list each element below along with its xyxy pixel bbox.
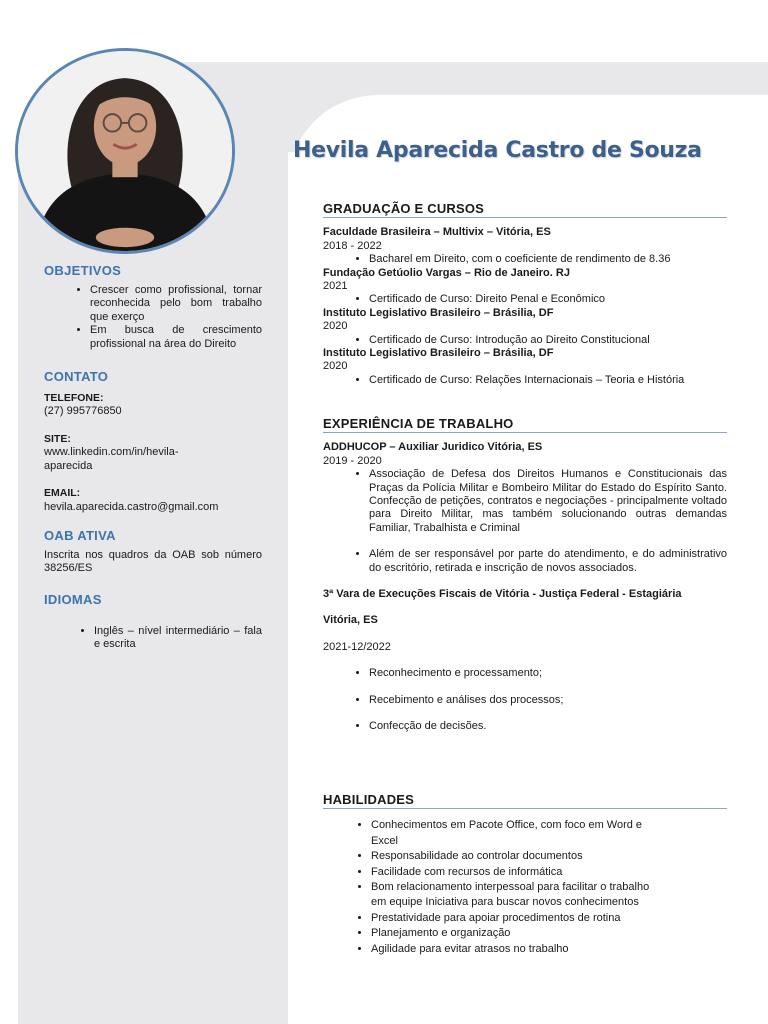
- duty-item: • Confecção de decisões.: [369, 720, 727, 733]
- institution: Fundação Getúolio Vargas – Rio de Janeiro. RJ: [323, 266, 570, 279]
- skill-item: • Planejamento e organização: [371, 926, 661, 941]
- period: 2020: [323, 360, 348, 373]
- skill-item: • Agilidade para evitar atrasos no trabalho: [371, 942, 661, 957]
- experiencia-section: [323, 417, 727, 734]
- idiomas-heading: IDIOMAS: [44, 592, 102, 607]
- period: 2018 - 2022: [323, 239, 382, 252]
- duty-item: • Além de ser responsável por parte do atendimento, e do administrativo do escritório, retirada e inscrição de novos associados.: [369, 548, 727, 575]
- skills-list: [323, 818, 661, 957]
- telefone-value: (27) 995776850: [44, 405, 122, 417]
- email-label: EMAIL:: [44, 487, 81, 499]
- skill-item: • Facilidade com recursos de informática: [371, 865, 661, 880]
- course-item: • Bacharel em Direito, com o coeficiente de rendimento de 8.36: [369, 253, 727, 266]
- course-item: • Certificado de Curso: Introdução ao Direito Constitucional: [369, 334, 727, 347]
- graduacao-heading: GRADUAÇÃO E CURSOS: [323, 202, 727, 218]
- duty-item: • Recebimento e análises dos processos;: [369, 694, 727, 707]
- habilidades-heading: HABILIDADES: [323, 793, 727, 809]
- skill-item: • Bom relacionamento interpessoal para facilitar o trabalho em equipe Iniciativa para buscar novos conhecimentos: [371, 880, 661, 911]
- duty-item: • Associação de Defesa dos Direitos Humanos e Constitucionais das Praças da Polícia Militar e Bombeiro Militar do Estado do Espírito Santo. Confecção de petições, contratos e negociações - principalmente voltado para Direito Militar, mas também solucionando outras demandas Familiar, Trabalhista e Criminal: [369, 468, 727, 535]
- experiencia-heading: EXPERIÊNCIA DE TRABALHO: [323, 417, 727, 433]
- duty-item: • Reconhecimento e processamento;: [369, 667, 727, 680]
- job-period: 2021-12/2022: [323, 640, 391, 653]
- institution: Instituto Legislativo Brasileiro – Brásilia, DF: [323, 306, 554, 319]
- course-list: [323, 374, 727, 387]
- skill-item: • Responsabilidade ao controlar documentos: [371, 849, 661, 864]
- course-list: [323, 334, 727, 347]
- institution: Instituto Legislativo Brasileiro – Brásilia, DF: [323, 347, 554, 360]
- objetivos-section: [44, 264, 262, 351]
- period: 2021: [323, 280, 348, 293]
- course-item: • Certificado de Curso: Direito Penal e Econômico: [369, 293, 727, 306]
- objetivos-item: • Crescer como profissional, tornar reconhecida pelo bom trabalho que exerço: [90, 284, 262, 325]
- institution: Faculdade Brasileira – Multivix – Vitória, ES: [323, 226, 551, 239]
- email-link[interactable]: hevila.aparecida.castro@gmail.com: [44, 500, 219, 513]
- profile-photo: [15, 48, 235, 254]
- contato-section: [44, 370, 262, 514]
- idiomas-section: [44, 593, 262, 652]
- oab-section: [44, 529, 262, 576]
- course-list: [323, 293, 727, 306]
- site-label: SITE:: [44, 432, 71, 445]
- candidate-name: Hevila Aparecida Castro de Souza: [293, 138, 702, 163]
- objetivos-heading: OBJETIVOS: [44, 263, 122, 278]
- idiomas-list: [44, 625, 262, 652]
- job-duties: [323, 468, 727, 575]
- course-list: [323, 253, 727, 266]
- idiomas-item: • Inglês – nível intermediário – fala e escrita: [94, 625, 262, 652]
- job-duties: [323, 667, 727, 733]
- job-location: Vitória, ES: [323, 614, 378, 627]
- objetivos-item: • Em busca de crescimento profissional na área do Direito: [90, 324, 262, 351]
- site-link[interactable]: www.linkedin.com/in/hevila-aparecida: [44, 446, 179, 472]
- skill-item: • Conhecimentos em Pacote Office, com foco em Word e Excel: [371, 818, 661, 849]
- job-title: 3ª Vara de Execuções Fiscais de Vitória - Justiça Federal - Estagiária: [323, 588, 682, 601]
- telefone-label: TELEFONE:: [44, 391, 104, 404]
- skill-item: • Prestatividade para apoiar procedimentos de rotina: [371, 911, 661, 926]
- oab-text: Inscrita nos quadros da OAB sob número 38256/ES: [44, 548, 262, 574]
- habilidades-section: [323, 793, 727, 957]
- contato-heading: CONTATO: [44, 369, 109, 384]
- period: 2020: [323, 320, 348, 333]
- job-period: 2019 - 2020: [323, 454, 382, 467]
- oab-heading: OAB ATIVA: [44, 528, 116, 543]
- course-item: • Certificado de Curso: Relações Internacionais – Teoria e História: [369, 374, 727, 387]
- graduacao-section: [323, 202, 727, 387]
- job-title: ADDHUCOP – Auxiliar Juridico Vitória, ES: [323, 441, 543, 454]
- objetivos-list: [44, 284, 262, 352]
